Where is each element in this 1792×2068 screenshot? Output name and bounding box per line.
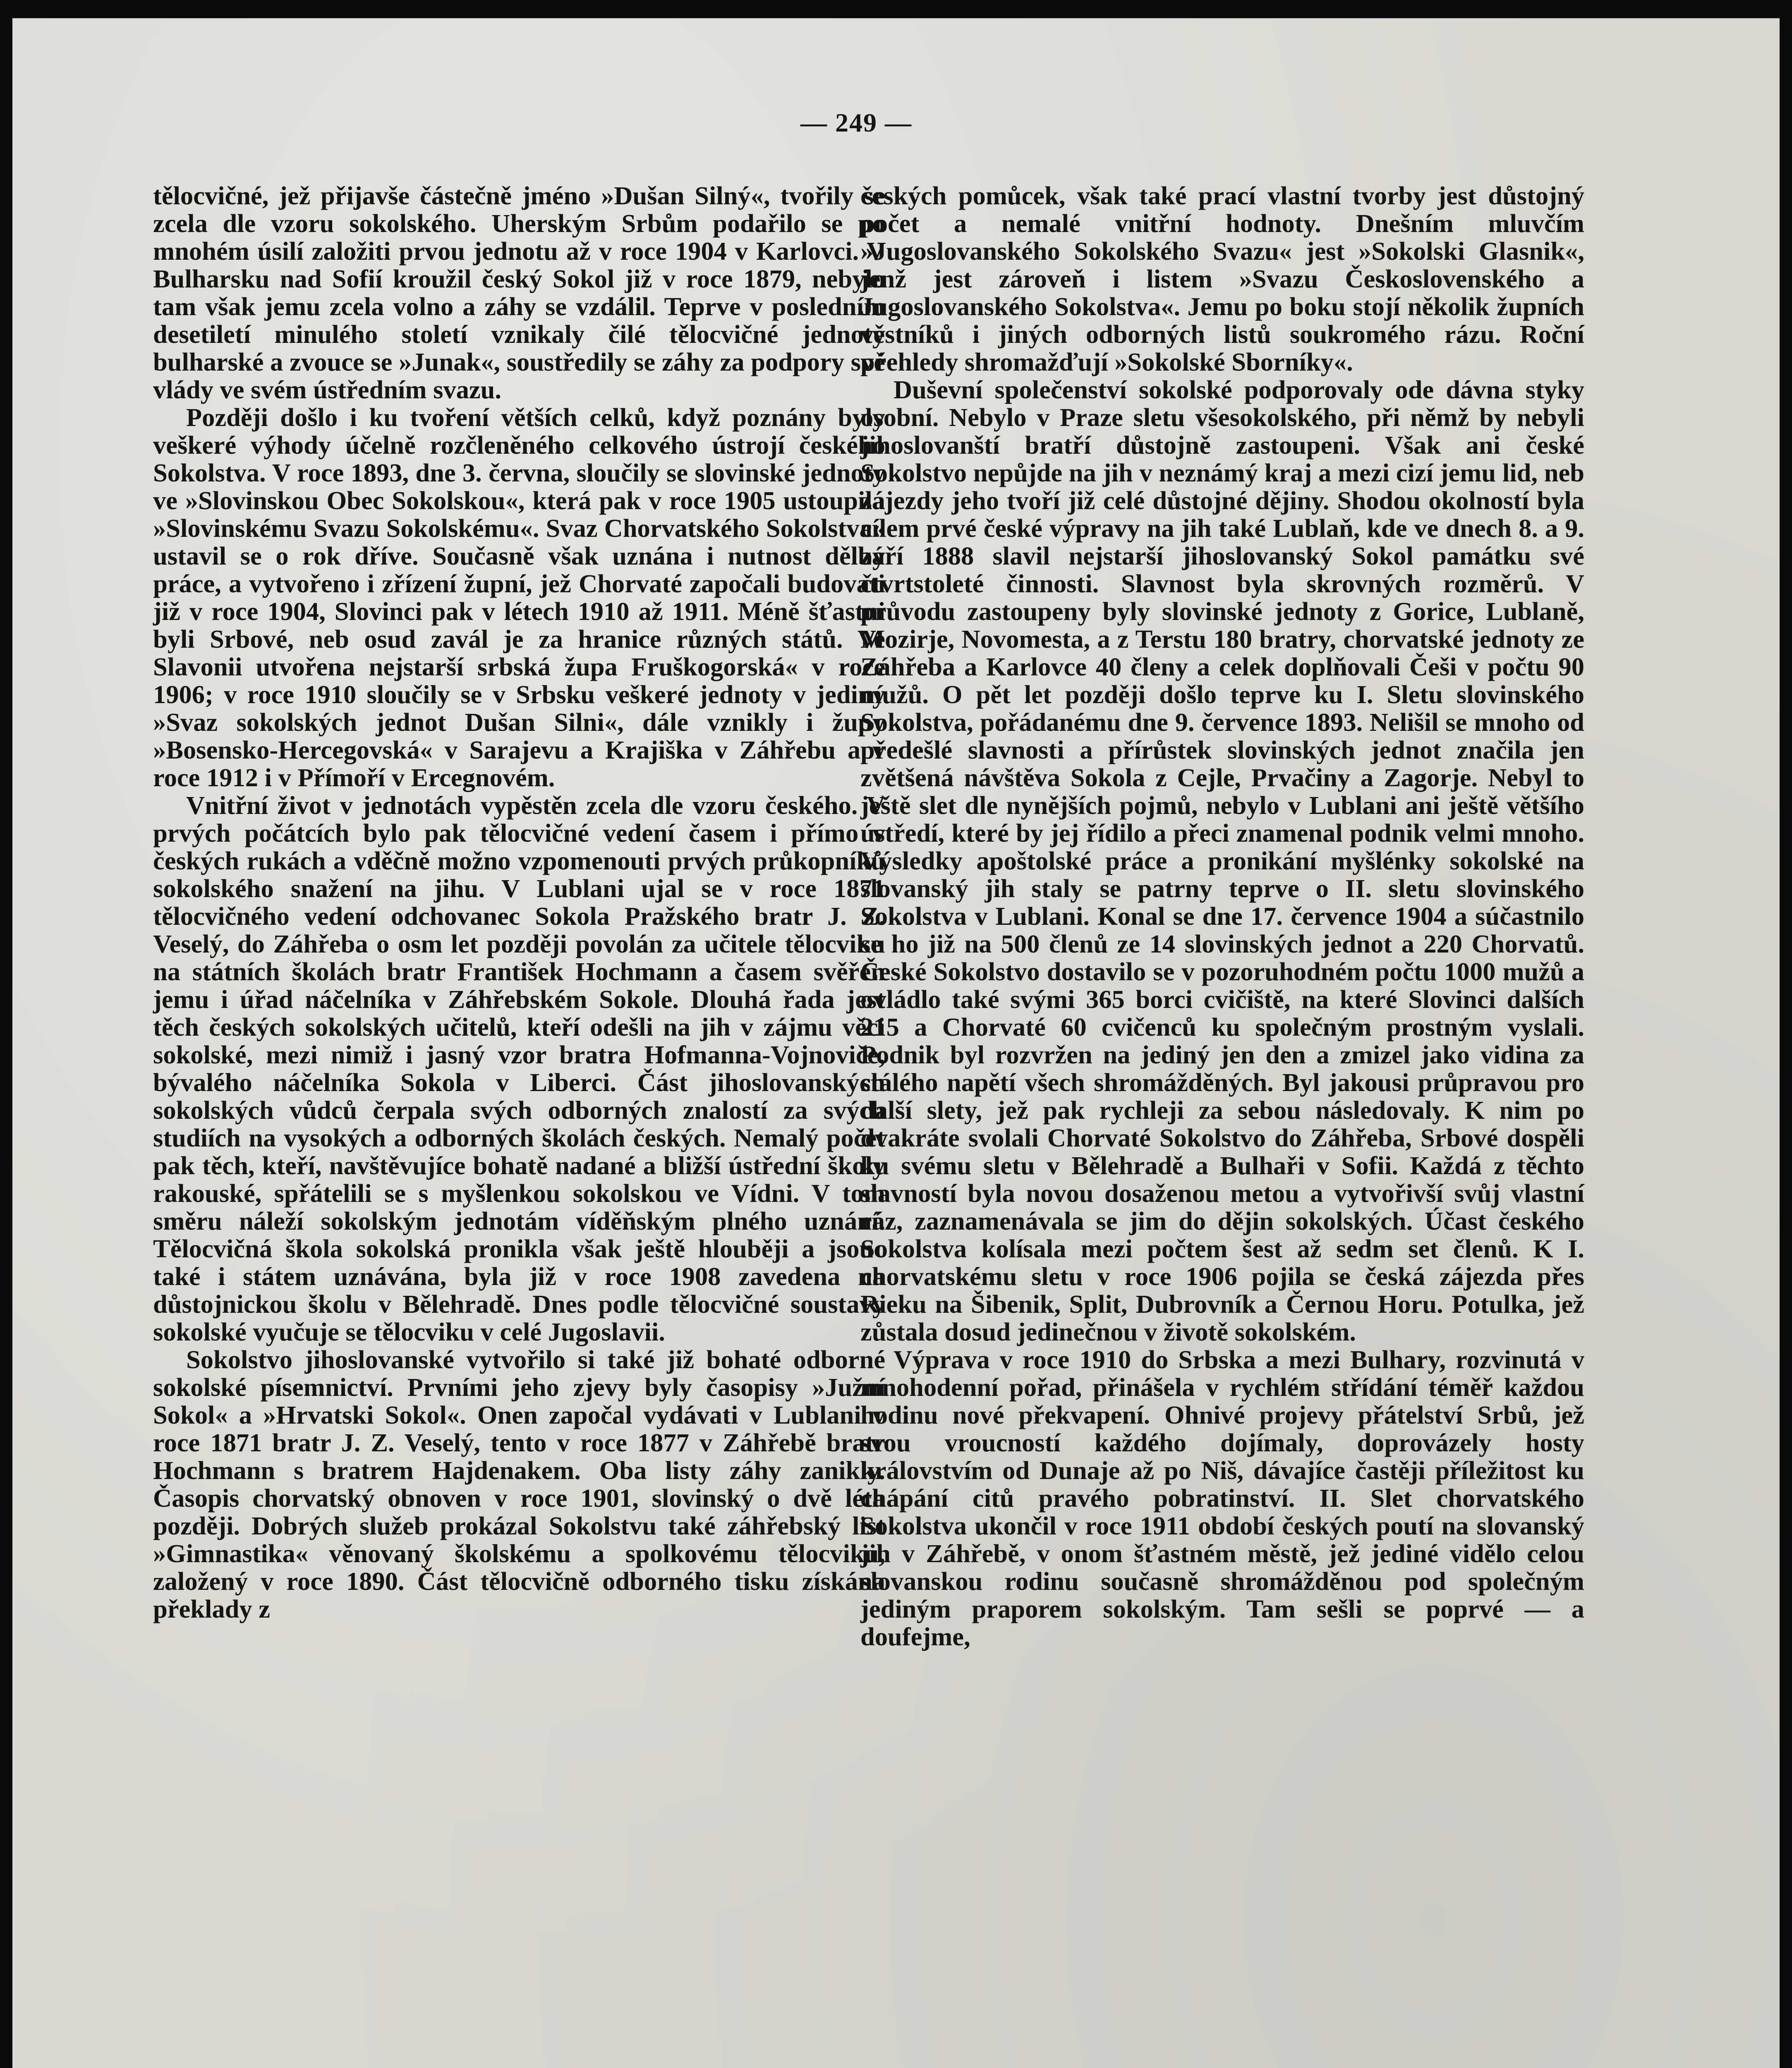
paragraph: českých pomůcek, však také prací vlastní tvorby jest důstojný počet a nemalé vnitřní hodnoty. Dnešním mluvčím »Jugoslovanského Sokolského Svazu« jest »Sokolski Glasnik«, jenž jest zároveň i listem »Svazu Československého a Jugoslovanského Sokolstva«. Jemu po boku stojí několik župních věstníků i jiných odborných listů soukromého rázu. Roční přehledy shromažďují »Sokolské Sborníky«. xyxy=(860,181,1584,376)
scan-border-right xyxy=(1780,0,1792,2068)
scan-border-left xyxy=(0,0,12,2068)
left-column xyxy=(153,182,885,1623)
page-number: — 249 — xyxy=(800,108,912,137)
right-column xyxy=(860,182,1584,1651)
scan-border-top xyxy=(0,0,1792,18)
paragraph: tělocvičné, jež přijavše částečně jméno »Dušan Silný«, tvořily se zcela dle vzoru sokolského. Uherským Srbům podařilo se po mnohém úsilí založiti prvou jednotu až v roce 1904 v Karlovci. V Bulharsku nad Sofií kroužil český Sokol již v roce 1879, nebylo tam však jemu zcela volno a záhy se vzdálil. Teprve v posledním desetiletí minulého století vznikaly čilé tělocvičné jednoty bulharské a zvouce se »Junak«, soustředily se záhy za podpory své vlády ve svém ústředním svazu. xyxy=(153,181,885,404)
paragraph: Duševní společenství sokolské podporovaly ode dávna styky osobní. Nebylo v Praze sletu všesokolského, při němž by nebyli jihoslovanští bratří důstojně zastoupeni. Však ani české Sokolstvo nepůjde na jih v neznámý kraj a mezi cizí jemu lid, neb zájezdy jeho tvoří již celé důstojné dějiny. Shodou okolností byla cílem prvé české výpravy na jih také Lublaň, kde ve dnech 8. a 9. září 1888 slavil nejstarší jihoslovanský Sokol památku své čtvrtstoleté činnosti. Slavnost byla skrovných rozměrů. V průvodu zastoupeny byly slovinské jednoty z Gorice, Lublaně, Mozirje, Novomesta, a z Terstu 180 bratry, chorvatské jednoty ze Záhřeba a Karlovce 40 členy a celek doplňovali Češi v počtu 90 mužů. O pět let později došlo teprve ku I. Sletu slovinského Sokolstva, pořádanému dne 9. července 1893. Nelišil se mnoho od předešlé slavnosti a přírůstek slovinských jednot značila jen zvětšená návštěva Sokola z Cejle, Prvačiny a Zagorje. Nebyl to ještě slet dle nynějších pojmů, nebylo v Lublani ani ještě většího ústředí, které by jej řídilo a přeci znamenal podnik velmi mnoho. Výsledky apoštolské práce a pronikání myšlénky sokolské na slovanský jih staly se patrny teprve o II. sletu slovinského Sokolstva v Lublani. Konal se dne 17. července 1904 a súčastnilo se ho již na 500 členů ze 14 slovinských jednot a 220 Chorvatů. České Sokolstvo dostavilo se v pozoruhodném počtu 1000 mužů a ovládlo také svými 365 borci cvičiště, na které Slovinci dalších 215 a Chorvaté 60 cvičenců ku společným prostným vyslali. Podnik byl rozvržen na jediný jen den a zmizel jako vidina za stálého napětí všech shromážděných. Byl jakousi průpravou pro další slety, jež pak rychleji za sebou následovaly. K nim po dvakráte svolali Chorvaté Sokolstvo do Záhřeba, Srbové dospěli ku svému sletu v Bělehradě a Bulhaři v Sofii. Každá z těchto slavností byla novou dosaženou metou a vytvořivší svůj vlastní ráz, zaznamenávala se jim do dějin sokolských. Účast českého Sokolstva kolísala mezi počtem šest až sedm set členů. K I. chorvatskému sletu v roce 1906 pojila se česká zájezda přes Rieku na Šibenik, Split, Dubrovník a Černou Horu. Potulka, jež zůstala dosud jedinečnou v životě sokolském. xyxy=(860,375,1584,1346)
paragraph: Později došlo i ku tvoření větších celků, když poznány byly veškeré výhody účelně rozčleněného celkového ústrojí českého Sokolstva. V roce 1893, dne 3. června, sloučily se slovinské jednoty ve »Slovinskou Obec Sokolskou«, která pak v roce 1905 ustoupila »Slovinskému Svazu Sokolskému«. Svaz Chorvatského Sokolstva« ustavil se o rok dříve. Současně však uznána i nutnost dělby práce, a vytvořeno i zřízení župní, jež Chorvaté započali budovati již v roce 1904, Slovinci pak v létech 1910 až 1911. Méně šťastni byli Srbové, neb osud zavál je za hranice různých států. Ve Slavonii utvořena nejstarší srbská župa Fruškogorská« v roce 1906; v roce 1910 sloučily se v Srbsku veškeré jednoty v jediný »Svaz sokolských jednot Dušan Silni«, dále vznikly i župy »Bosensko-Hercegovská« v Sarajevu a Krajiška v Záhřebu a v roce 1912 i v Přímoří v Ercegnovém. xyxy=(153,403,885,792)
paragraph: Vnitřní život v jednotách vypěstěn zcela dle vzoru českého. V prvých počátcích bylo pak tělocvičné vedení časem i přímo v českých rukách a vděčně možno vzpomenouti prvých průkopníků sokolského snažení na jihu. V Lublani ujal se v roce 1871 tělocvičného vedení odchovanec Sokola Pražského bratr J. Z. Veselý, do Záhřeba o osm let později povolán za učitele tělocviku na státních školách bratr František Hochmann a časem svěřen jemu i úřad náčelníka v Záhřebském Sokole. Dlouhá řada jest těch českých sokolských učitelů, kteří odešli na jih v zájmu věci sokolské, mezi nimiž i jasný vzor bratra Hofmanna-Vojnoviče, bývalého náčelníka Sokola v Liberci. Část jihoslovanských sokolských vůdců čerpala svých odborných znalostí za svých studiích na vysokých a odborných školách českých. Nemalý počet pak těch, kteří, navštěvujíce bohatě nadané a bližší ústřední školy rakouské, spřátelili se s myšlenkou sokolskou ve Vídni. V tom směru náleží sokolským jednotám víděňským plného uznání. Tělocvičná škola sokolská pronikla však ještě hlouběji a jsouc také i státem uznávána, byla již v roce 1908 zavedena na důstojnickou školu v Bělehradě. Dnes podle tělocvičné soustavy sokolské vyučuje se tělocviku v celé Jugoslavii. xyxy=(153,791,885,1346)
paragraph: Sokolstvo jihoslovanské vytvořilo si také již bohaté odborné sokolské písemnictví. Prvními jeho zjevy byly časopisy »Južní Sokol« a »Hrvatski Sokol«. Onen započal vydávati v Lublani v roce 1871 bratr J. Z. Veselý, tento v roce 1877 v Záhřebě bratr Hochmann s bratrem Hajdenakem. Oba listy záhy zanikly. Časopis chorvatský obnoven v roce 1901, slovinský o dvě léta později. Dobrých služeb prokázal Sokolstvu také záhřebský list »Gimnastika« věnovaný školskému a spolkovému tělocviku, založený v roce 1890. Část tělocvičně odborného tisku získána překlady z xyxy=(153,1345,885,1623)
paragraph: Výprava v roce 1910 do Srbska a mezi Bulhary, rozvinutá v mnohodenní pořad, přinášela v rychlém střídání téměř každou hodinu nové překvapení. Ohnivé projevy přátelství Srbů, jež svou vroucností každého dojímaly, doprovázely hosty královstvím od Dunaje až po Niš, dávajíce častěji příležitost ku chápání citů pravého pobratinství. II. Slet chorvatského Sokolstva ukončil v roce 1911 období českých poutí na slovanský jih v Záhřebě, v onom šťastném městě, jež jediné vidělo celou slovanskou rodinu současně shromážděnou pod společným jediným praporem sokolským. Tam sešli se poprvé — a doufejme, xyxy=(860,1345,1584,1651)
